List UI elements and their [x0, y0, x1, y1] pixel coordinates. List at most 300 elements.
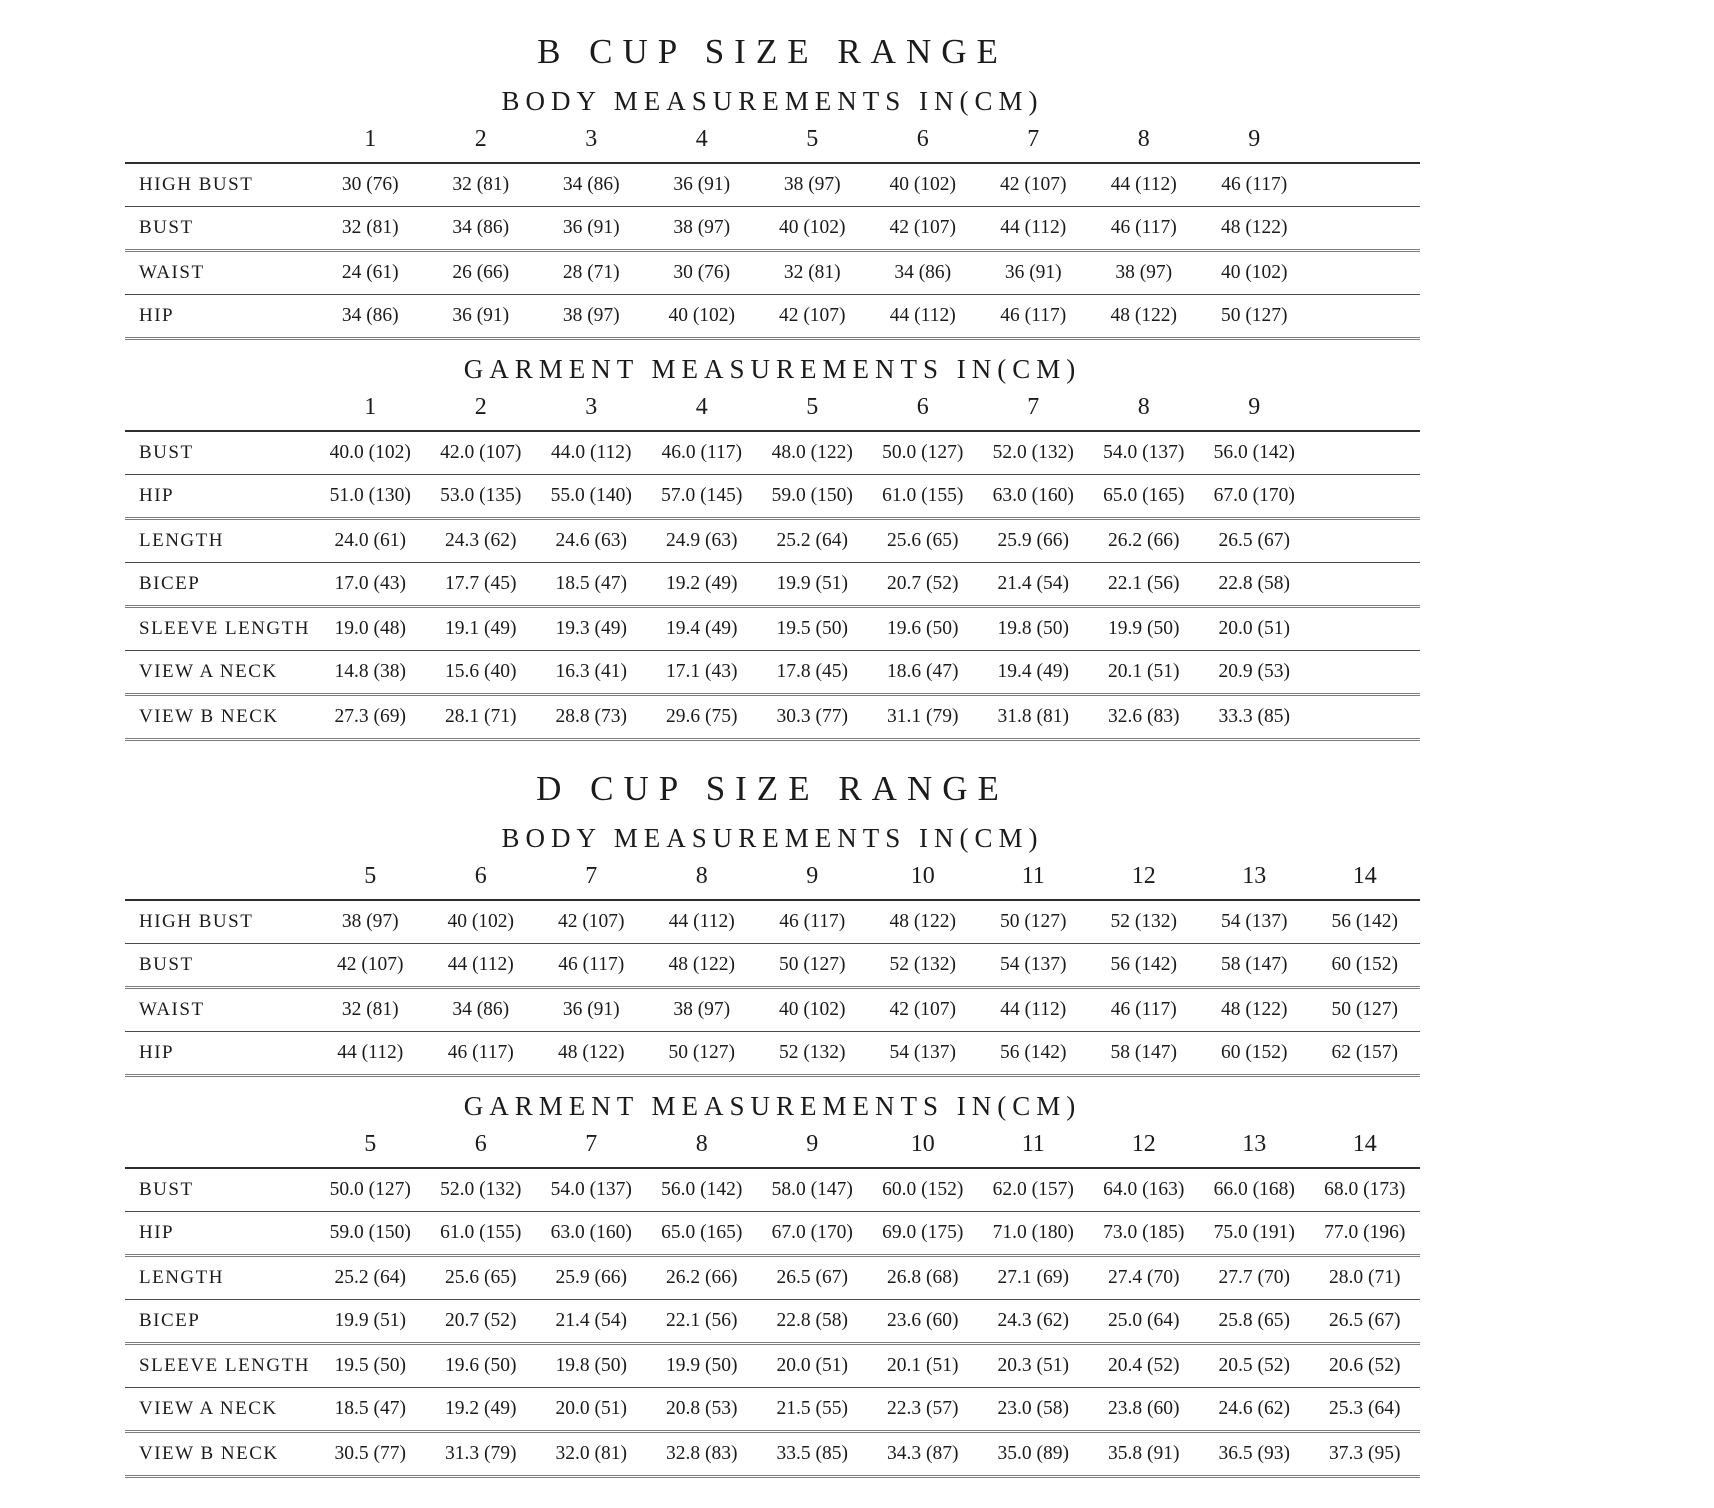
measurement-cell: 54.0 (137)	[1103, 442, 1185, 463]
measurement-cell: 28 (71)	[562, 262, 620, 283]
measurement-cell: 26.5 (67)	[776, 1267, 848, 1288]
table-subtitle: BODY MEASUREMENTS IN(CM)	[501, 823, 1044, 853]
measurement-cell: 24.9 (63)	[666, 530, 738, 551]
size-column-header: 3	[585, 394, 598, 420]
table-subtitle: GARMENT MEASUREMENTS IN(CM)	[463, 1091, 1082, 1121]
measurement-cell: 75.0 (191)	[1213, 1222, 1295, 1243]
row-label: VIEW B NECK	[139, 706, 279, 727]
measurement-cell: 67.0 (170)	[771, 1222, 853, 1243]
table-row	[125, 475, 1420, 519]
section-title: D CUP SIZE RANGE	[536, 769, 1009, 808]
measurement-cell: 20.9 (53)	[1218, 661, 1290, 682]
measurement-cell: 20.7 (52)	[445, 1310, 517, 1331]
measurement-cell: 20.7 (52)	[887, 573, 959, 594]
size-column-header: 3	[585, 126, 598, 152]
measurement-cell: 30.5 (77)	[334, 1443, 406, 1464]
measurement-cell: 44 (112)	[1000, 217, 1067, 238]
measurement-cell: 46 (117)	[1000, 305, 1067, 326]
row-label: LENGTH	[139, 530, 224, 551]
measurement-cell: 26 (66)	[452, 262, 510, 283]
measurement-cell: 31.8 (81)	[997, 706, 1069, 727]
table-row	[125, 1212, 1420, 1256]
measurement-cell: 20.5 (52)	[1218, 1355, 1290, 1376]
measurement-cell: 48 (122)	[1220, 999, 1288, 1020]
measurement-cell: 34 (86)	[562, 174, 620, 195]
measurement-cell: 67.0 (170)	[1213, 485, 1295, 506]
table-row	[125, 431, 1420, 475]
measurement-cell: 36 (91)	[452, 305, 510, 326]
size-column-header: 5	[364, 1131, 377, 1157]
measurement-cell: 20.1 (51)	[887, 1355, 959, 1376]
size-column-header: 8	[695, 863, 708, 889]
size-column-header: 5	[806, 126, 819, 152]
measurement-cell: 17.8 (45)	[776, 661, 848, 682]
filler-cell	[1310, 475, 1421, 519]
measurement-table	[125, 385, 1420, 741]
measurement-cell: 60.0 (152)	[882, 1179, 964, 1200]
filler-cell	[1310, 207, 1421, 251]
measurement-cell: 38 (97)	[1115, 262, 1173, 283]
measurement-cell: 60 (152)	[1220, 1042, 1288, 1063]
measurement-cell: 59.0 (150)	[329, 1222, 411, 1243]
measurement-cell: 71.0 (180)	[992, 1222, 1074, 1243]
measurement-cell: 54 (137)	[889, 1042, 957, 1063]
measurement-cell: 20.4 (52)	[1108, 1355, 1180, 1376]
table-row	[125, 207, 1420, 251]
size-column-header: 5	[806, 394, 819, 420]
measurement-cell: 25.2 (64)	[776, 530, 848, 551]
row-label: HIGH BUST	[139, 174, 254, 195]
measurement-cell: 25.6 (65)	[887, 530, 959, 551]
measurement-cell: 25.0 (64)	[1108, 1310, 1180, 1331]
row-label: VIEW A NECK	[139, 661, 278, 682]
table-row	[125, 1388, 1420, 1432]
measurement-cell: 61.0 (155)	[440, 1222, 522, 1243]
measurement-cell: 36 (91)	[562, 217, 620, 238]
measurement-cell: 34 (86)	[452, 217, 510, 238]
measurement-cell: 58 (147)	[1220, 954, 1288, 975]
measurement-cell: 63.0 (160)	[992, 485, 1074, 506]
table-body	[125, 431, 1420, 740]
table-row	[125, 1168, 1420, 1212]
measurement-cell: 19.9 (50)	[1108, 618, 1180, 639]
measurement-cell: 46 (117)	[1221, 174, 1288, 195]
size-column-header: 7	[1027, 394, 1040, 420]
measurement-cell: 25.6 (65)	[445, 1267, 517, 1288]
measurement-cell: 59.0 (150)	[771, 485, 853, 506]
measurement-cell: 36 (91)	[562, 999, 620, 1020]
measurement-cell: 48 (122)	[668, 954, 736, 975]
size-header-row	[125, 117, 1420, 163]
measurement-cell: 68.0 (173)	[1324, 1179, 1406, 1200]
measurement-cell: 42 (107)	[336, 954, 404, 975]
size-column-header: 6	[916, 394, 929, 420]
measurement-cell: 62.0 (157)	[992, 1179, 1074, 1200]
measurement-cell: 40.0 (102)	[329, 442, 411, 463]
measurement-cell: 46 (117)	[1110, 217, 1177, 238]
size-column-header: 1	[364, 126, 377, 152]
measurement-cell: 33.5 (85)	[776, 1443, 848, 1464]
measurement-cell: 42.0 (107)	[440, 442, 522, 463]
table-row	[125, 651, 1420, 695]
measurement-cell: 21.4 (54)	[997, 573, 1069, 594]
table-subtitle: BODY MEASUREMENTS IN(CM)	[501, 86, 1044, 116]
size-column-header: 9	[806, 1131, 819, 1157]
measurement-cell: 56.0 (142)	[661, 1179, 743, 1200]
measurement-cell: 20.6 (52)	[1329, 1355, 1401, 1376]
measurement-cell: 17.7 (45)	[445, 573, 517, 594]
measurement-cell: 20.0 (51)	[776, 1355, 848, 1376]
measurement-cell: 16.3 (41)	[555, 661, 627, 682]
measurement-cell: 62 (157)	[1331, 1042, 1399, 1063]
measurement-cell: 19.1 (49)	[445, 618, 517, 639]
measurement-cell: 50 (127)	[1220, 305, 1288, 326]
measurement-cell: 24.6 (62)	[1218, 1398, 1290, 1419]
measurement-cell: 56 (142)	[1110, 954, 1178, 975]
measurement-cell: 54 (137)	[999, 954, 1067, 975]
measurement-cell: 26.2 (66)	[1108, 530, 1180, 551]
measurement-cell: 23.0 (58)	[997, 1398, 1069, 1419]
measurement-cell: 46 (117)	[558, 954, 625, 975]
measurement-cell: 44.0 (112)	[550, 442, 632, 463]
row-label: HIP	[139, 1222, 175, 1243]
measurement-cell: 58.0 (147)	[771, 1179, 853, 1200]
measurement-cell: 52 (132)	[889, 954, 957, 975]
filler-cell	[1310, 519, 1421, 563]
measurement-table-block	[125, 1091, 1420, 1478]
row-label: WAIST	[139, 262, 205, 283]
measurement-cell: 19.4 (49)	[666, 618, 738, 639]
measurement-table	[125, 854, 1420, 1077]
size-column-header: 11	[1021, 1131, 1045, 1157]
measurement-cell: 46 (117)	[447, 1042, 514, 1063]
measurement-cell: 31.3 (79)	[445, 1443, 517, 1464]
measurement-cell: 35.8 (91)	[1108, 1443, 1180, 1464]
measurement-cell: 27.3 (69)	[334, 706, 406, 727]
measurement-cell: 30.3 (77)	[776, 706, 848, 727]
measurement-cell: 56.0 (142)	[1213, 442, 1295, 463]
table-row	[125, 1032, 1420, 1076]
measurement-cell: 44 (112)	[447, 954, 514, 975]
measurement-cell: 19.5 (50)	[776, 618, 848, 639]
measurement-cell: 20.8 (53)	[666, 1398, 738, 1419]
size-column-header: 13	[1242, 1131, 1267, 1157]
measurement-cell: 24.3 (62)	[445, 530, 517, 551]
measurement-cell: 46 (117)	[1110, 999, 1177, 1020]
table-body	[125, 1168, 1420, 1477]
measurement-cell: 27.4 (70)	[1108, 1267, 1180, 1288]
row-label: HIP	[139, 485, 175, 506]
row-label: HIGH BUST	[139, 911, 254, 932]
row-label: VIEW B NECK	[139, 1443, 279, 1464]
measurement-cell: 52.0 (132)	[440, 1179, 522, 1200]
measurement-cell: 32 (81)	[341, 999, 399, 1020]
size-column-header: 12	[1131, 863, 1156, 889]
measurement-cell: 50 (127)	[668, 1042, 736, 1063]
measurement-cell: 32.6 (83)	[1108, 706, 1180, 727]
measurement-cell: 40 (102)	[668, 305, 736, 326]
table-row	[125, 1432, 1420, 1477]
size-column-header: 9	[1248, 394, 1261, 420]
measurement-cell: 19.9 (51)	[334, 1310, 406, 1331]
measurement-cell: 44 (112)	[1110, 174, 1177, 195]
measurement-cell: 38 (97)	[673, 999, 731, 1020]
measurement-cell: 54.0 (137)	[550, 1179, 632, 1200]
table-row	[125, 295, 1420, 339]
measurement-cell: 40 (102)	[778, 217, 846, 238]
measurement-cell: 48 (122)	[889, 911, 957, 932]
measurement-cell: 25.9 (66)	[997, 530, 1069, 551]
measurement-cell: 38 (97)	[562, 305, 620, 326]
measurement-cell: 52 (132)	[1110, 911, 1178, 932]
measurement-cell: 37.3 (95)	[1329, 1443, 1401, 1464]
measurement-cell: 22.8 (58)	[776, 1310, 848, 1331]
size-column-header: 9	[1248, 126, 1261, 152]
table-row	[125, 944, 1420, 988]
table-row	[125, 695, 1420, 740]
size-header-row	[125, 1122, 1420, 1168]
measurement-cell: 19.8 (50)	[997, 618, 1069, 639]
section-tables	[125, 823, 1420, 1478]
measurement-cell: 27.7 (70)	[1218, 1267, 1290, 1288]
measurement-cell: 26.5 (67)	[1329, 1310, 1401, 1331]
row-label: SLEEVE LENGTH	[139, 618, 310, 639]
measurement-cell: 44 (112)	[889, 305, 956, 326]
cup-size-section	[125, 32, 1420, 741]
measurement-cell: 50 (127)	[999, 911, 1067, 932]
filler-cell	[1310, 431, 1421, 475]
table-row	[125, 1256, 1420, 1300]
measurement-cell: 22.8 (58)	[1218, 573, 1290, 594]
measurement-cell: 32 (81)	[783, 262, 841, 283]
measurement-cell: 56 (142)	[1331, 911, 1399, 932]
table-body	[125, 900, 1420, 1076]
measurement-cell: 20.0 (51)	[1218, 618, 1290, 639]
measurement-cell: 18.5 (47)	[334, 1398, 406, 1419]
table-row	[125, 607, 1420, 651]
measurement-cell: 46.0 (117)	[661, 442, 742, 463]
measurement-cell: 19.5 (50)	[334, 1355, 406, 1376]
measurement-cell: 65.0 (165)	[1103, 485, 1185, 506]
size-header-row	[125, 385, 1420, 431]
measurement-cell: 24 (61)	[341, 262, 399, 283]
measurement-cell: 48 (122)	[1220, 217, 1288, 238]
row-label: HIP	[139, 1042, 175, 1063]
measurement-cell: 44 (112)	[668, 911, 735, 932]
table-subtitle: GARMENT MEASUREMENTS IN(CM)	[463, 354, 1082, 384]
measurement-cell: 19.2 (49)	[445, 1398, 517, 1419]
measurement-table	[125, 1122, 1420, 1478]
measurement-cell: 52.0 (132)	[992, 442, 1074, 463]
measurement-cell: 69.0 (175)	[882, 1222, 964, 1243]
measurement-cell: 56 (142)	[999, 1042, 1067, 1063]
measurement-cell: 19.6 (50)	[445, 1355, 517, 1376]
measurement-cell: 19.9 (50)	[666, 1355, 738, 1376]
measurement-cell: 25.9 (66)	[555, 1267, 627, 1288]
measurement-cell: 26.8 (68)	[887, 1267, 959, 1288]
measurement-cell: 40 (102)	[778, 999, 846, 1020]
measurement-cell: 24.3 (62)	[997, 1310, 1069, 1331]
measurement-cell: 73.0 (185)	[1103, 1222, 1185, 1243]
measurement-cell: 28.8 (73)	[555, 706, 627, 727]
measurement-cell: 40 (102)	[889, 174, 957, 195]
measurement-cell: 53.0 (135)	[440, 485, 522, 506]
size-column-header: 11	[1021, 863, 1045, 889]
measurement-table-block	[125, 823, 1420, 1077]
sections-root	[125, 32, 1420, 1478]
measurement-cell: 52 (132)	[778, 1042, 846, 1063]
size-column-header: 6	[474, 863, 487, 889]
size-column-header: 1	[364, 394, 377, 420]
filler-cell	[1310, 695, 1421, 740]
table-row	[125, 900, 1420, 944]
measurement-cell: 50.0 (127)	[329, 1179, 411, 1200]
row-label: VIEW A NECK	[139, 1398, 278, 1419]
measurement-cell: 20.0 (51)	[555, 1398, 627, 1419]
measurement-cell: 40 (102)	[447, 911, 515, 932]
measurement-cell: 19.8 (50)	[555, 1355, 627, 1376]
size-column-header: 8	[1137, 126, 1150, 152]
size-header-row	[125, 854, 1420, 900]
size-column-header: 2	[474, 126, 487, 152]
measurement-cell: 51.0 (130)	[329, 485, 411, 506]
measurement-cell: 50 (127)	[778, 954, 846, 975]
measurement-table	[125, 117, 1420, 340]
measurement-cell: 64.0 (163)	[1103, 1179, 1185, 1200]
size-column-header: 7	[1027, 126, 1040, 152]
measurement-cell: 42 (107)	[557, 911, 625, 932]
corner-cell	[125, 385, 315, 431]
table-row	[125, 519, 1420, 563]
measurement-cell: 55.0 (140)	[550, 485, 632, 506]
measurement-cell: 19.9 (51)	[776, 573, 848, 594]
measurement-cell: 23.8 (60)	[1108, 1398, 1180, 1419]
measurement-cell: 19.3 (49)	[555, 618, 627, 639]
measurement-cell: 19.2 (49)	[666, 573, 738, 594]
measurement-cell: 28.0 (71)	[1329, 1267, 1401, 1288]
measurement-cell: 24.0 (61)	[334, 530, 406, 551]
size-column-header: 8	[1137, 394, 1150, 420]
measurement-cell: 34 (86)	[341, 305, 399, 326]
measurement-cell: 32 (81)	[452, 174, 510, 195]
measurement-cell: 48 (122)	[557, 1042, 625, 1063]
measurement-cell: 48.0 (122)	[771, 442, 853, 463]
measurement-cell: 32 (81)	[341, 217, 399, 238]
table-row	[125, 988, 1420, 1032]
measurement-cell: 23.6 (60)	[887, 1310, 959, 1331]
corner-cell	[125, 854, 315, 900]
measurement-cell: 32.0 (81)	[555, 1443, 627, 1464]
measurement-cell: 35.0 (89)	[997, 1443, 1069, 1464]
size-column-header: 14	[1352, 1131, 1377, 1157]
measurement-cell: 54 (137)	[1220, 911, 1288, 932]
filler-header-cell	[1310, 385, 1421, 431]
row-label: LENGTH	[139, 1267, 224, 1288]
measurement-cell: 32.8 (83)	[666, 1443, 738, 1464]
size-column-header: 5	[364, 863, 377, 889]
row-label: BUST	[139, 442, 194, 463]
measurement-cell: 36 (91)	[1004, 262, 1062, 283]
measurement-cell: 38 (97)	[673, 217, 731, 238]
measurement-cell: 77.0 (196)	[1324, 1222, 1406, 1243]
size-column-header: 8	[695, 1131, 708, 1157]
table-row	[125, 1300, 1420, 1344]
size-column-header: 10	[910, 863, 935, 889]
measurement-table-block	[125, 86, 1420, 340]
measurement-cell: 22.1 (56)	[1108, 573, 1180, 594]
measurement-cell: 36 (91)	[673, 174, 731, 195]
filler-cell	[1310, 651, 1421, 695]
filler-header-cell	[1310, 117, 1421, 163]
table-row	[125, 163, 1420, 207]
measurement-cell: 44 (112)	[1000, 999, 1067, 1020]
measurement-cell: 20.3 (51)	[997, 1355, 1069, 1376]
cup-size-section	[125, 769, 1420, 1478]
measurement-cell: 25.3 (64)	[1329, 1398, 1401, 1419]
size-column-header: 2	[474, 394, 487, 420]
measurement-cell: 65.0 (165)	[661, 1222, 743, 1243]
measurement-cell: 20.1 (51)	[1108, 661, 1180, 682]
size-column-header: 6	[474, 1131, 487, 1157]
measurement-cell: 19.6 (50)	[887, 618, 959, 639]
row-label: SLEEVE LENGTH	[139, 1355, 310, 1376]
measurement-cell: 18.6 (47)	[887, 661, 959, 682]
measurement-cell: 42 (107)	[889, 999, 957, 1020]
measurement-cell: 50 (127)	[1331, 999, 1399, 1020]
measurement-cell: 29.6 (75)	[666, 706, 738, 727]
measurement-cell: 40 (102)	[1220, 262, 1288, 283]
row-label: BUST	[139, 217, 194, 238]
filler-cell	[1310, 563, 1421, 607]
row-label: BUST	[139, 1179, 194, 1200]
row-label: HIP	[139, 305, 175, 326]
measurement-cell: 26.2 (66)	[666, 1267, 738, 1288]
measurement-cell: 15.6 (40)	[445, 661, 517, 682]
size-column-header: 13	[1242, 863, 1267, 889]
size-column-header: 12	[1131, 1131, 1156, 1157]
filler-cell	[1310, 607, 1421, 651]
section-tables	[125, 86, 1420, 741]
measurement-cell: 38 (97)	[341, 911, 399, 932]
measurement-cell: 61.0 (155)	[882, 485, 964, 506]
measurement-cell: 48 (122)	[1110, 305, 1178, 326]
measurement-cell: 21.4 (54)	[555, 1310, 627, 1331]
measurement-cell: 17.0 (43)	[334, 573, 406, 594]
measurement-cell: 31.1 (79)	[887, 706, 959, 727]
size-column-header: 4	[695, 394, 708, 420]
measurement-cell: 66.0 (168)	[1213, 1179, 1295, 1200]
corner-cell	[125, 117, 315, 163]
table-row	[125, 251, 1420, 295]
measurement-cell: 18.5 (47)	[555, 573, 627, 594]
measurement-cell: 19.4 (49)	[997, 661, 1069, 682]
measurement-cell: 42 (107)	[999, 174, 1067, 195]
size-column-header: 4	[695, 126, 708, 152]
size-column-header: 10	[910, 1131, 935, 1157]
measurement-cell: 34.3 (87)	[887, 1443, 959, 1464]
measurement-cell: 50.0 (127)	[882, 442, 964, 463]
measurement-cell: 34 (86)	[452, 999, 510, 1020]
measurement-cell: 58 (147)	[1110, 1042, 1178, 1063]
table-row	[125, 1344, 1420, 1388]
measurement-cell: 21.5 (55)	[776, 1398, 848, 1419]
section-title: B CUP SIZE RANGE	[537, 32, 1008, 71]
measurement-cell: 57.0 (145)	[661, 485, 743, 506]
measurement-cell: 24.6 (63)	[555, 530, 627, 551]
row-label: BUST	[139, 954, 194, 975]
filler-cell	[1310, 295, 1421, 339]
measurement-cell: 63.0 (160)	[550, 1222, 632, 1243]
